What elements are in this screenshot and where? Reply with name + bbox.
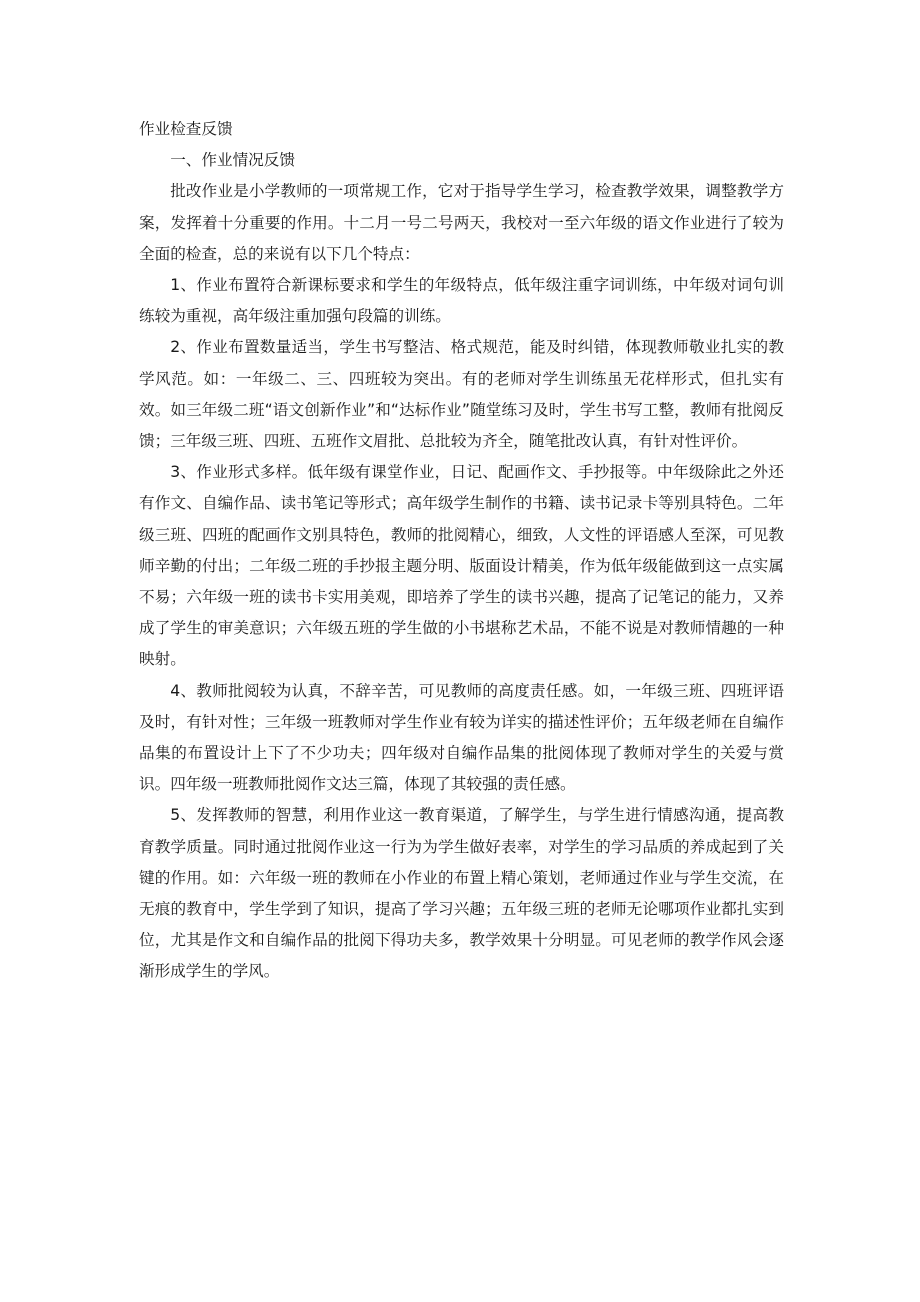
paragraph-point-2: 2、作业布置数量适当，学生书写整洁、格式规范，能及时纠错，体现教师敬业扎实的教学风范。如：一年级二、三、四班较为突出。有的老师对学生训练虽无花样形式，但扎实有效。如三年级二班“语文创新作业”和“达标作业”随堂练习及时，学生书写工整，教师有批阅反馈；三年级三班、四班、五班作文眉批、总批较为齐全，随笔批改认真，有针对性评价。: [139, 338, 784, 451]
paragraph-intro: 批改作业是小学教师的一项常规工作，它对于指导学生学习，检查教学效果，调整教学方案，发挥着十分重要的作用。十二月一号二号两天，我校对一至六年级的语文作业进行了较为全面的检查，总的来说有以下几个特点：: [139, 182, 784, 263]
section-heading: 一、作业情况反馈: [170, 151, 295, 170]
paragraph-point-3: 3、作业形式多样。低年级有课堂作业，日记、配画作文、手抄报等。中年级除此之外还有作文、自编作品、读书笔记等形式；高年级学生制作的书籍、读书记录卡等别具特色。二年级三班、四班的配画作文别具特色，教师的批阅精心，细致，人文性的评语感人至深，可见教师辛勤的付出；二年级二班的手抄报主题分明、版面设计精美，作为低年级能做到这一点实属不易；六年级一班的读书卡实用美观，即培养了学生的读书兴趣，提高了记笔记的能力，又养成了学生的审美意识；六年级五班的学生做的小书堪称艺术品，不能不说是对教师情趣的一种映射。: [139, 463, 784, 669]
paragraph-point-4: 4、教师批阅较为认真，不辞辛苦，可见教师的高度责任感。如，一年级三班、四班评语及时，有针对性；三年级一班教师对学生作业有较为详实的描述性评价；五年级老师在自编作品集的布置设计上下了不少功夫；四年级对自编作品集的批阅体现了教师对学生的关爱与赏识。四年级一班教师批阅作文达三篇，体现了其较强的责任感。: [139, 681, 784, 794]
paragraph-point-1: 1、作业布置符合新课标要求和学生的年级特点，低年级注重字词训练，中年级对词句训练较为重视，高年级注重加强句段篇的训练。: [139, 276, 784, 326]
document-body: [139, 114, 784, 988]
paragraph-point-5: 5、发挥教师的智慧，利用作业这一教育渠道，了解学生，与学生进行情感沟通，提高教育教学质量。同时通过批阅作业这一行为为学生做好表率，对学生的学习品质的养成起到了关键的作用。如：六年级一班的教师在小作业的布置上精心策划，老师通过作业与学生交流，在无痕的教育中，学生学到了知识，提高了学习兴趣；五年级三班的老师无论哪项作业都扎实到位，尤其是作文和自编作品的批阅下得功夫多，教学效果十分明显。可见老师的教学作风会逐渐形成学生的学风。: [139, 806, 784, 981]
document-title: 作业检查反馈: [139, 120, 233, 138]
